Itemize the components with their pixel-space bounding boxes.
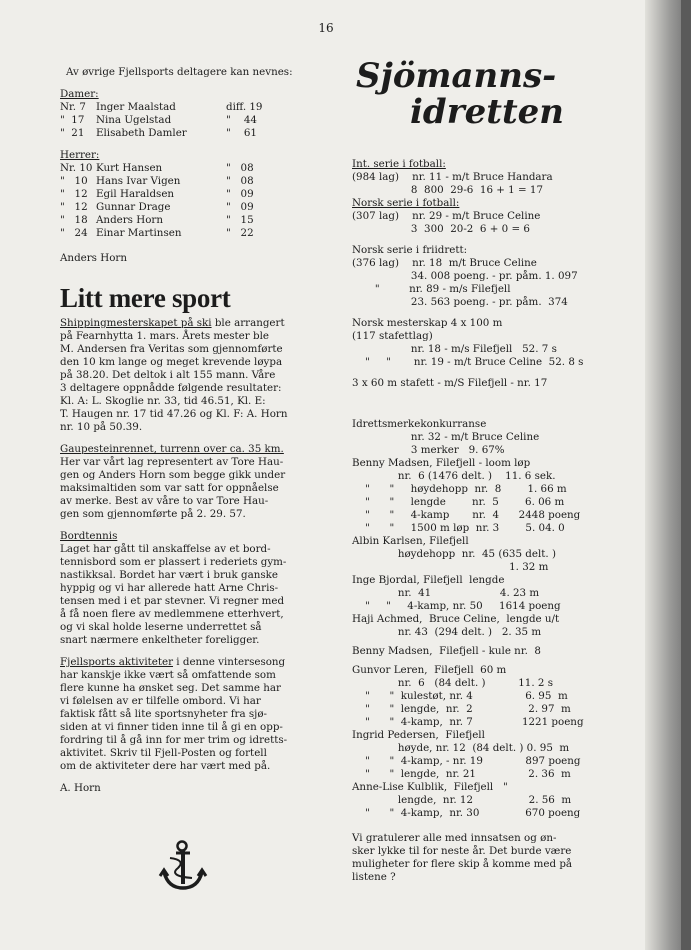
text-line: Her var vårt lag representert av Tore Hau- bbox=[60, 456, 284, 468]
text-line: siden at vi finner tiden inne til å gi en opp- bbox=[60, 721, 283, 733]
roster-nr: " 12 bbox=[60, 188, 88, 200]
result-line: " " 4-kamp nr. 4 2448 poeng bbox=[352, 509, 581, 521]
paragraph-body bbox=[60, 656, 315, 773]
roster-diff: diff. 19 bbox=[226, 101, 263, 113]
roster-nr: " 21 bbox=[60, 127, 85, 139]
result-line: " " lengde, nr. 2 2. 97 m bbox=[352, 703, 571, 715]
roster-name: Hans Ivar Vigen bbox=[96, 175, 181, 187]
result-line: nr. 6 (84 delt. ) 11. 2 s bbox=[352, 677, 553, 689]
result-line: " " kulestøt, nr. 4 6. 95 m bbox=[352, 690, 568, 702]
text-line: ble arrangert bbox=[211, 317, 285, 329]
paragraph-body bbox=[60, 456, 315, 521]
roster-nr: Nr. 10 bbox=[60, 162, 93, 174]
damer-heading: Damer: bbox=[60, 88, 99, 100]
text-line: på Fearnhytta 1. mars. Årets mester ble bbox=[60, 330, 269, 342]
text-line: og vi skal holde leserne underrettet så bbox=[60, 621, 262, 633]
roster-row bbox=[60, 201, 315, 214]
paragraph-shippingmesterskapet bbox=[60, 317, 315, 434]
league-block bbox=[352, 158, 642, 197]
result-line: nr. 41 4. 23 m bbox=[352, 587, 540, 599]
text-line: vi følelsen av er tilfelle ombord. Vi har bbox=[60, 695, 261, 707]
text-line: Kl. A: L. Skoglie nr. 33, tid 46.51, Kl. E: bbox=[60, 395, 266, 407]
roster-name: Anders Horn bbox=[96, 214, 163, 226]
result-line: " " 4-kamp, nr. 30 670 poeng bbox=[352, 807, 581, 819]
league-heading: 3 x 60 m stafett - m/S Filefjell - nr. 17 bbox=[352, 377, 548, 389]
league-block bbox=[352, 317, 642, 369]
result-line: Anne-Lise Kulblik, Filefjell " bbox=[352, 781, 508, 793]
text-line: M. Andersen fra Veritas som gjennomførte bbox=[60, 343, 283, 355]
league-line: (984 lag) nr. 11 - m/t Bruce Handara bbox=[352, 171, 553, 183]
result-line: nr. 6 (1476 delt. ) 11. 6 sek. bbox=[352, 470, 556, 482]
roster-row bbox=[60, 214, 315, 227]
article-title-sjomannsidretten bbox=[356, 58, 642, 130]
intro-text: Av øvrige Fjellsports deltagere kan nevnes: bbox=[66, 66, 293, 78]
text-line: Laget har gått til anskaffelse av et bord- bbox=[60, 543, 271, 555]
page-number: 16 bbox=[318, 21, 334, 35]
result-line: " " 4-kamp, - nr. 19 897 poeng bbox=[352, 755, 581, 767]
league-line: (117 stafettlag) bbox=[352, 330, 433, 342]
roster-nr: " 12 bbox=[60, 201, 88, 213]
damer-list bbox=[60, 101, 315, 140]
paragraph-body bbox=[60, 543, 315, 647]
paragraph-heading: Fjellsports aktiviteter bbox=[60, 656, 174, 668]
league-line: 23. 563 poeng. - pr. påm. 374 bbox=[352, 296, 568, 308]
league-block bbox=[352, 377, 642, 390]
roster-row bbox=[60, 188, 315, 201]
result-line: " " 4-kamp, nr. 7 1221 poeng bbox=[352, 716, 584, 728]
roster-diff: " 15 bbox=[226, 214, 254, 226]
roster-name: Gunnar Drage bbox=[96, 201, 171, 213]
result-line: Inge Bjordal, Filefjell lengde bbox=[352, 574, 505, 586]
roster-name: Egil Haraldsen bbox=[96, 188, 175, 200]
herrer-heading: Herrer: bbox=[60, 149, 100, 161]
roster-nr: " 17 bbox=[60, 114, 85, 126]
title-line-2: idretten bbox=[410, 92, 564, 132]
league-block bbox=[352, 197, 642, 236]
result-line: nr. 43 (294 delt. ) 2. 35 m bbox=[352, 626, 542, 638]
result-line: " " lengde, nr. 21 2. 36 m bbox=[352, 768, 571, 780]
result-line: lengde, nr. 12 2. 56 m bbox=[352, 794, 572, 806]
roster-row bbox=[60, 127, 315, 140]
roster-name: Inger Maalstad bbox=[96, 101, 176, 113]
roster-name: Nina Ugelstad bbox=[96, 114, 172, 126]
left-column bbox=[60, 66, 315, 795]
signature-a-horn: A. Horn bbox=[60, 782, 101, 794]
text-line: tennisbord som er plassert i rederiets gym- bbox=[60, 556, 287, 568]
roster-nr: " 24 bbox=[60, 227, 88, 239]
text-line: har kanskje ikke vært så omfattende som bbox=[60, 669, 276, 681]
text-line: nastikksal. Bordet har vært i bruk ganske bbox=[60, 569, 279, 581]
league-heading: Norsk mesterskap 4 x 100 m bbox=[352, 317, 503, 329]
roster-diff: " 61 bbox=[226, 127, 257, 139]
result-line: nr. 32 - m/t Bruce Celine bbox=[352, 431, 540, 443]
roster-diff: " 09 bbox=[226, 201, 254, 213]
anchor-icon bbox=[156, 838, 212, 896]
paragraph-fjellsports-aktiviteter bbox=[60, 656, 315, 773]
league-heading: Norsk serie i friidrett: bbox=[352, 244, 468, 256]
text-line: av merke. Best av våre to var Tore Hau- bbox=[60, 495, 269, 507]
text-line: gen som gjennomførte på 2. 29. 57. bbox=[60, 508, 246, 520]
paragraph-bordtennis bbox=[60, 530, 315, 647]
result-line: 1. 32 m bbox=[352, 561, 549, 573]
text-line: den 10 km lange og meget krevende løypa bbox=[60, 356, 283, 368]
text-line: tensen med i et par stevner. Vi regner med bbox=[60, 595, 285, 607]
closing-line: Vi gratulerer alle med innsatsen og øn- bbox=[352, 832, 557, 844]
paragraph-gaupesteinrennet bbox=[60, 443, 315, 521]
text-line: fordring til å gå inn for mer trim og idretts- bbox=[60, 734, 288, 746]
league-line: " nr. 89 - m/s Filefjell bbox=[352, 283, 511, 295]
closing-line: listene ? bbox=[352, 871, 396, 883]
closing-line: muligheter for flere skip å komme med på bbox=[352, 858, 573, 870]
roster-row bbox=[60, 114, 315, 127]
text-line: om de aktiviteter dere har vært med på. bbox=[60, 760, 271, 772]
text-line: 3 deltagere oppnådde følgende resultater: bbox=[60, 382, 282, 394]
league-heading: Norsk serie i fotball: bbox=[352, 197, 460, 209]
signature-anders-horn: Anders Horn bbox=[60, 252, 127, 264]
league-results bbox=[352, 158, 642, 390]
page-edge-bar bbox=[681, 0, 691, 950]
herrer-list bbox=[60, 162, 315, 240]
right-column bbox=[352, 58, 642, 884]
roster-diff: " 08 bbox=[226, 162, 254, 174]
closing-paragraph bbox=[352, 832, 642, 884]
paragraph-heading: Shippingmesterskapet på ski bbox=[60, 317, 212, 329]
league-line: (307 lag) nr. 29 - m/t Bruce Celine bbox=[352, 210, 541, 222]
league-heading: Int. serie i fotball: bbox=[352, 158, 446, 170]
roster-row bbox=[60, 227, 315, 240]
league-line: nr. 18 - m/s Filefjell 52. 7 s bbox=[352, 343, 557, 355]
text-line: faktisk fått så lite sportsnyheter fra sjø- bbox=[60, 708, 268, 720]
roster-name: Einar Martinsen bbox=[96, 227, 182, 239]
result-line: Benny Madsen, Filefjell - loom løp bbox=[352, 457, 531, 469]
league-line: 34. 008 poeng. - pr. påm. 1. 097 bbox=[352, 270, 578, 282]
result-line: " " 4-kamp, nr. 50 1614 poeng bbox=[352, 600, 561, 612]
closing-line: sker lykke til for neste år. Det burde være bbox=[352, 845, 572, 857]
roster-row bbox=[60, 175, 315, 188]
text-line: T. Haugen nr. 17 tid 47.26 og Kl. F: A. Horn bbox=[60, 408, 288, 420]
result-line: høydehopp nr. 45 (635 delt. ) bbox=[352, 548, 556, 560]
league-line: 8 800 29-6 16 + 1 = 17 bbox=[352, 184, 543, 196]
roster-diff: " 09 bbox=[226, 188, 254, 200]
roster-diff: " 08 bbox=[226, 175, 254, 187]
roster-diff: " 44 bbox=[226, 114, 257, 126]
text-line: nr. 10 på 50.39. bbox=[60, 421, 143, 433]
result-line: 3 merker 9. 67% bbox=[352, 444, 505, 456]
roster-diff: " 22 bbox=[226, 227, 254, 239]
roster-nr: Nr. 7 bbox=[60, 101, 86, 113]
result-line: Benny Madsen, Filefjell - kule nr. 8 bbox=[352, 645, 541, 657]
roster-nr: " 10 bbox=[60, 175, 88, 187]
roster-row bbox=[60, 101, 315, 114]
result-line: Albin Karlsen, Filefjell bbox=[352, 535, 469, 547]
result-line: " " 1500 m løp nr. 3 5. 04. 0 bbox=[352, 522, 565, 534]
text-line: i denne vintersesong bbox=[173, 656, 286, 668]
result-line: " " lengde nr. 5 6. 06 m bbox=[352, 496, 565, 508]
article-title-litt-mere-sport: Litt mere sport bbox=[60, 283, 231, 313]
title-line-1: Sjömanns- bbox=[356, 56, 557, 96]
roster-name: Elisabeth Damler bbox=[96, 127, 187, 139]
result-line: Gunvor Leren, Filefjell 60 m bbox=[352, 664, 507, 676]
text-line: gen og Anders Horn som begge gikk under bbox=[60, 469, 286, 481]
league-line: (376 lag) nr. 18 m/t Bruce Celine bbox=[352, 257, 537, 269]
paragraph-body bbox=[60, 317, 315, 434]
text-line: snart nærmere enkeltheter foreligger. bbox=[60, 634, 260, 646]
text-line: hyppig og vi har allerede hatt Arne Chris- bbox=[60, 582, 279, 594]
individual-results bbox=[352, 418, 642, 820]
text-line: å få noen flere av medlemmene etterhvert, bbox=[60, 608, 284, 620]
league-line: 3 300 20-2 6 + 0 = 6 bbox=[352, 223, 530, 235]
roster-row bbox=[60, 162, 315, 175]
league-line: " " nr. 19 - m/t Bruce Celine 52. 8 s bbox=[352, 356, 584, 368]
paragraph-heading: Bordtennis bbox=[60, 530, 118, 542]
roster-name: Kurt Hansen bbox=[96, 162, 163, 174]
result-line: Haji Achmed, Bruce Celine, lengde u/t bbox=[352, 613, 560, 625]
result-line: høyde, nr. 12 (84 delt. ) 0. 95 m bbox=[352, 742, 570, 754]
result-line: Idrettsmerkekonkurranse bbox=[352, 418, 487, 430]
text-line: på 38.20. Det deltok i alt 155 mann. Våre bbox=[60, 369, 276, 381]
league-block bbox=[352, 244, 642, 309]
text-line: flere kunne ha ønsket seg. Det samme har bbox=[60, 682, 281, 694]
result-line: Ingrid Pedersen, Filefjell bbox=[352, 729, 485, 741]
text-line: maksimaltiden som var satt for oppnåelse bbox=[60, 482, 279, 494]
paragraph-heading: Gaupesteinrennet, turrenn over ca. 35 km. bbox=[60, 443, 284, 455]
text-line: aktivitet. Skriv til Fjell-Posten og fortell bbox=[60, 747, 267, 759]
roster-nr: " 18 bbox=[60, 214, 88, 226]
result-line: " " høydehopp nr. 8 1. 66 m bbox=[352, 483, 567, 495]
